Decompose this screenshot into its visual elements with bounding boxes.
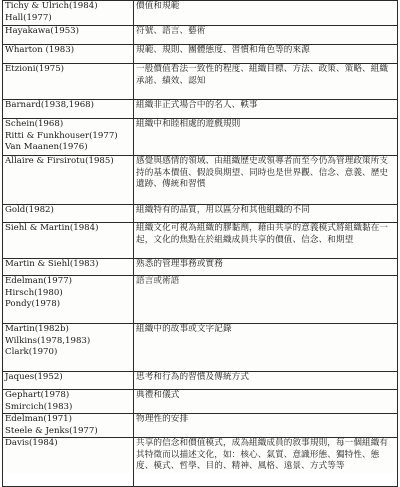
culture-definitions-table: [2, 0, 398, 487]
definition-cell: 組織特有的品質，用以區分和其他組織的不同: [134, 205, 398, 223]
author-cell: [3, 390, 134, 414]
definition-cell: 組織非正式場合中的名人、軼事: [134, 100, 398, 119]
author-citation: Hirsch(1980): [5, 287, 63, 298]
definition-cell: 語言或術語: [134, 276, 398, 324]
definition-cell: 感覺與感情的領域、由組織歷史或領導者而至今仍為管理政策所支持的基本價值、假設與期望、同時也是世界觀、信念、意義、歷史遺跡、傳統和習慣: [134, 156, 398, 205]
author-citation: Edelman(1977): [5, 276, 72, 286]
definition-cell: 一般價值看法一致性的程度、組織目標、方法、政策、策略、組織承諾、績效、認知: [134, 64, 398, 100]
author-citation: Gold(1982): [5, 205, 54, 215]
author-citation: Steele & Jenks(1977): [5, 425, 98, 436]
author-cell: [3, 259, 134, 276]
definition-cell: 思考和行為的習慣及傳統方式: [134, 372, 398, 390]
author-cell: [3, 205, 134, 223]
author-citation: Clark(1970): [5, 347, 58, 357]
table-row: [3, 119, 398, 156]
definition-cell: 組織文化可視為組織的膠黏劑，藉由共享的意義模式將組織黏在一起，文化的焦點在於組織成員共享的價值、信念、和期望: [134, 223, 398, 259]
definition-cell: 熟悉的管理事務或實務: [134, 259, 398, 276]
table-row: [3, 45, 398, 64]
table-row: [3, 276, 398, 324]
definition-cell: 規範、規則、團體態度、習慣和角色等的來源: [134, 45, 398, 64]
definition-cell: 符號、語言、藝術: [134, 26, 398, 45]
definition-cell: 組織中和睦相處的遊戲規則: [134, 119, 398, 156]
table-row: [3, 156, 398, 205]
author-citation: Martin(1982b): [5, 324, 69, 334]
author-cell: [3, 100, 134, 119]
table-row: [3, 390, 398, 414]
table-row: [3, 324, 398, 372]
author-cell: [3, 276, 134, 324]
table-row: [3, 414, 398, 438]
author-citation: Allaire & Firsirotu(1985): [5, 156, 114, 166]
author-citation: Schein(1968): [5, 119, 64, 129]
author-citation: Pondy(1978): [5, 299, 61, 309]
table-row: [3, 438, 398, 487]
author-cell: [3, 26, 134, 45]
author-cell: [3, 414, 134, 438]
author-citation: Edelman(1971): [5, 414, 72, 424]
author-cell: [3, 1, 134, 26]
definition-cell: 物理性的安排: [134, 414, 398, 438]
author-citation: Barnard(1938,1968): [5, 100, 94, 110]
author-citation: Siehl & Martin(1984): [5, 223, 99, 233]
definition-cell: 典禮和儀式: [134, 390, 398, 414]
table-row: [3, 223, 398, 259]
author-cell: [3, 64, 134, 100]
author-cell: [3, 223, 134, 259]
table-row: [3, 372, 398, 390]
table-body: [3, 1, 398, 487]
definition-cell: 組織中的故事或文字記錄: [134, 324, 398, 372]
author-cell: [3, 119, 134, 156]
author-citation: Gephart(1978): [5, 390, 70, 400]
table-row: [3, 64, 398, 100]
author-citation: Davis(1984): [5, 438, 58, 448]
author-cell: [3, 45, 134, 64]
author-citation: Wilkins(1978,1983): [5, 335, 91, 346]
author-cell: [3, 438, 134, 487]
author-citation: Hall(1977): [5, 12, 52, 23]
author-citation: Ritti & Funkhouser(1977): [5, 130, 118, 141]
table-row: [3, 100, 398, 119]
author-citation: Smircich(1983): [5, 401, 73, 412]
author-citation: Hayakawa(1953): [5, 26, 79, 36]
definition-cell: 價值和規範: [134, 1, 398, 26]
author-citation: Etzioni(1975): [5, 64, 65, 74]
author-citation: Jaques(1952): [5, 372, 63, 382]
table-row: [3, 1, 398, 26]
definition-cell: 共享的信念和價值模式，成為組織成員的敘事規則，每一個組織有其特徵而以描述文化，如：核心、氣質、意識形態、獨特性、態度、模式、哲學、目的、精神、風格、遠景、方式等等: [134, 438, 398, 487]
author-citation: Tichy & Ulrich(1984): [5, 1, 98, 11]
table-row: [3, 259, 398, 276]
author-citation: Wharton (1983): [5, 45, 75, 55]
author-cell: [3, 324, 134, 372]
author-cell: [3, 372, 134, 390]
table-row: [3, 26, 398, 45]
author-citation: Van Maanen(1976): [5, 142, 88, 152]
author-cell: [3, 156, 134, 205]
table-row: [3, 205, 398, 223]
author-citation: Martin & Siehl(1983): [5, 259, 99, 269]
